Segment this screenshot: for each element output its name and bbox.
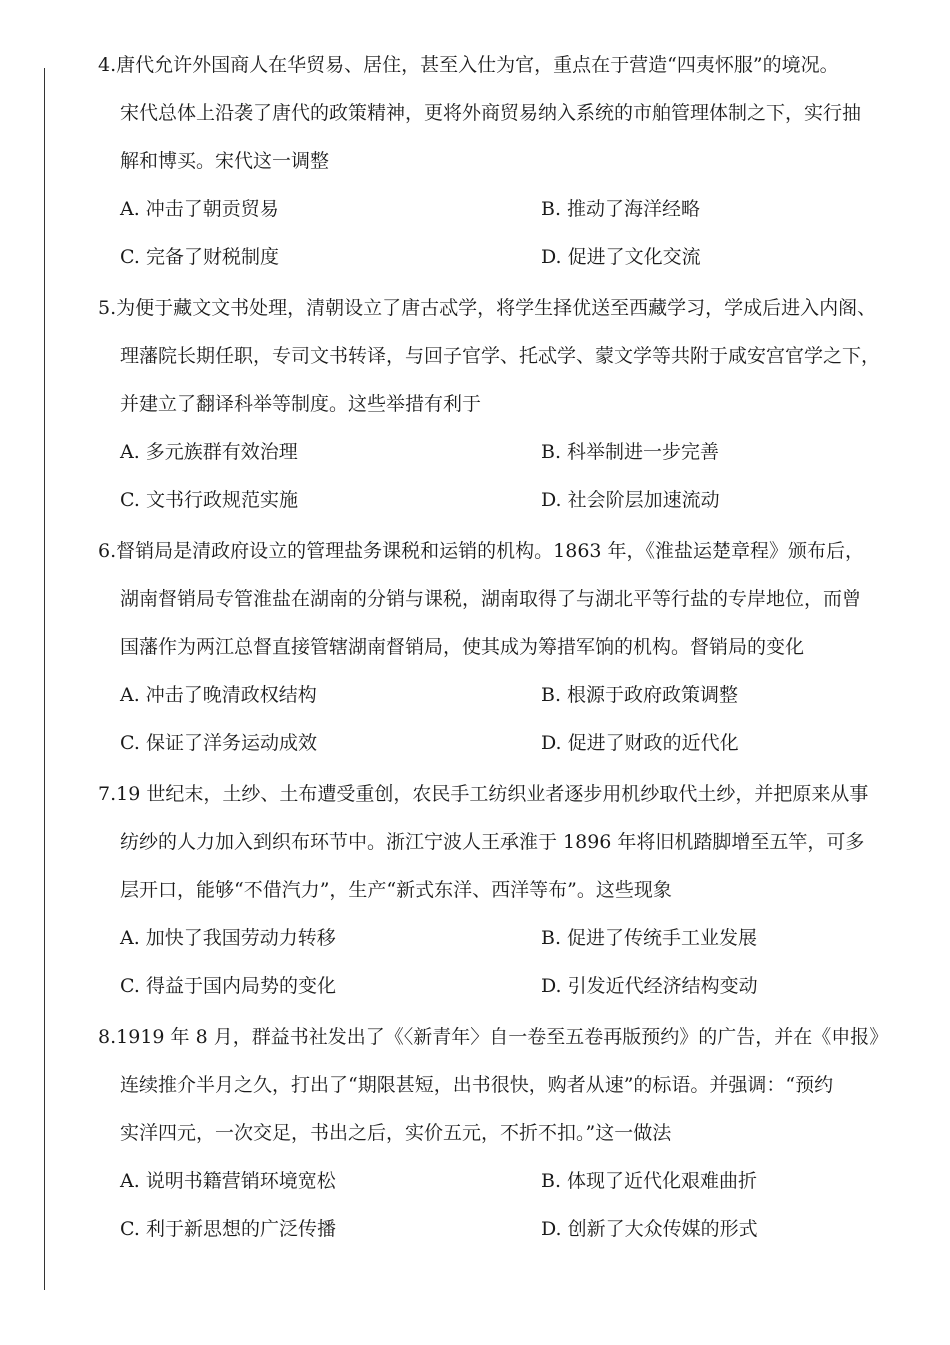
stem-line: 纺纱的人力加入到织布环节中。浙江宁波人王承淮于 1896 年将旧机踏脚增至五竿，可多 (120, 831, 865, 853)
margin-rule (44, 68, 45, 1290)
option-d[interactable]: D. 促进了文化交流 (541, 246, 701, 268)
option-d[interactable]: D. 社会阶层加速流动 (541, 489, 720, 511)
question-5 (98, 284, 908, 524)
question-stem (98, 770, 908, 914)
options (98, 914, 908, 1010)
option-a[interactable]: A. 加快了我国劳动力转移 (120, 927, 336, 949)
stem-line: 宋代总体上沿袭了唐代的政策精神，更将外商贸易纳入系统的市舶管理体制之下，实行抽 (120, 102, 862, 124)
question-stem (98, 41, 908, 185)
option-c[interactable]: C. 利于新思想的广泛传播 (120, 1218, 336, 1240)
stem-line: 4.唐代允许外国商人在华贸易、居住，甚至入仕为官，重点在于营造“四夷怀服”的境况。 (98, 54, 839, 76)
question-4 (98, 41, 908, 281)
option-c[interactable]: C. 文书行政规范实施 (120, 489, 298, 511)
stem-line: 理藩院长期任职，专司文书转译，与回子官学、托忒学、蒙文学等共附于咸安宫官学之下， (120, 345, 881, 367)
stem-line: 湖南督销局专管淮盐在湖南的分销与课税，湖南取得了与湖北平等行盐的专岸地位，而曾 (120, 588, 862, 610)
option-c[interactable]: C. 得益于国内局势的变化 (120, 975, 336, 997)
stem-line: 实洋四元，一次交足，书出之后，实价五元，不折不扣。”这一做法 (120, 1122, 672, 1144)
option-c[interactable]: C. 保证了洋务运动成效 (120, 732, 317, 754)
option-c[interactable]: C. 完备了财税制度 (120, 246, 279, 268)
option-b[interactable]: B. 促进了传统手工业发展 (541, 927, 758, 949)
stem-line: 并建立了翻译科举等制度。这些举措有利于 (120, 393, 482, 415)
option-b[interactable]: B. 推动了海洋经略 (541, 198, 701, 220)
stem-line: 8.1919 年 8 月，群益书社发出了《〈新青年〉自一卷至五卷再版预约》的广告，并在《申报》 (98, 1026, 889, 1048)
stem-line: 7.19 世纪末，土纱、土布遭受重创，农民手工纺织业者逐步用机纱取代土纱，并把原来从事 (98, 783, 869, 805)
stem-line: 连续推介半月之久，打出了“期限甚短，出书很快，购者从速”的标语。并强调：“预约 (120, 1074, 834, 1096)
options (98, 1157, 908, 1253)
options (98, 428, 908, 524)
question-stem (98, 527, 908, 671)
option-a[interactable]: A. 说明书籍营销环境宽松 (120, 1170, 336, 1192)
option-d[interactable]: D. 引发近代经济结构变动 (541, 975, 758, 997)
question-number: 7. (98, 783, 117, 805)
options (98, 185, 908, 281)
stem-line: 国藩作为两江总督直接管辖湖南督销局，使其成为筹措军饷的机构。督销局的变化 (120, 636, 805, 658)
option-a[interactable]: A. 冲击了朝贡贸易 (120, 198, 279, 220)
question-7 (98, 770, 908, 1010)
question-number: 6. (98, 540, 117, 562)
option-a[interactable]: A. 多元族群有效治理 (120, 441, 298, 463)
stem-line: 解和博买。宋代这一调整 (120, 150, 330, 172)
question-8 (98, 1013, 908, 1253)
stem-line: 5.为便于藏文文书处理，清朝设立了唐古忒学，将学生择优送至西藏学习，学成后进入内阁、 (98, 297, 877, 319)
question-number: 5. (98, 297, 117, 319)
question-stem (98, 1013, 908, 1157)
option-b[interactable]: B. 根源于政府政策调整 (541, 684, 739, 706)
options (98, 671, 908, 767)
option-b[interactable]: B. 体现了近代化艰难曲折 (541, 1170, 758, 1192)
option-d[interactable]: D. 促进了财政的近代化 (541, 732, 739, 754)
question-stem (98, 284, 908, 428)
question-6 (98, 527, 908, 767)
option-b[interactable]: B. 科举制进一步完善 (541, 441, 720, 463)
question-number: 4. (98, 54, 117, 76)
option-a[interactable]: A. 冲击了晚清政权结构 (120, 684, 317, 706)
option-d[interactable]: D. 创新了大众传媒的形式 (541, 1218, 758, 1240)
question-number: 8. (98, 1026, 117, 1048)
stem-line: 6.督销局是清政府设立的管理盐务课税和运销的机构。1863 年，《淮盐运楚章程》颁布后， (98, 540, 865, 562)
stem-line: 层开口，能够“不借汽力”，生产“新式东洋、西洋等布”。这些现象 (120, 879, 672, 901)
